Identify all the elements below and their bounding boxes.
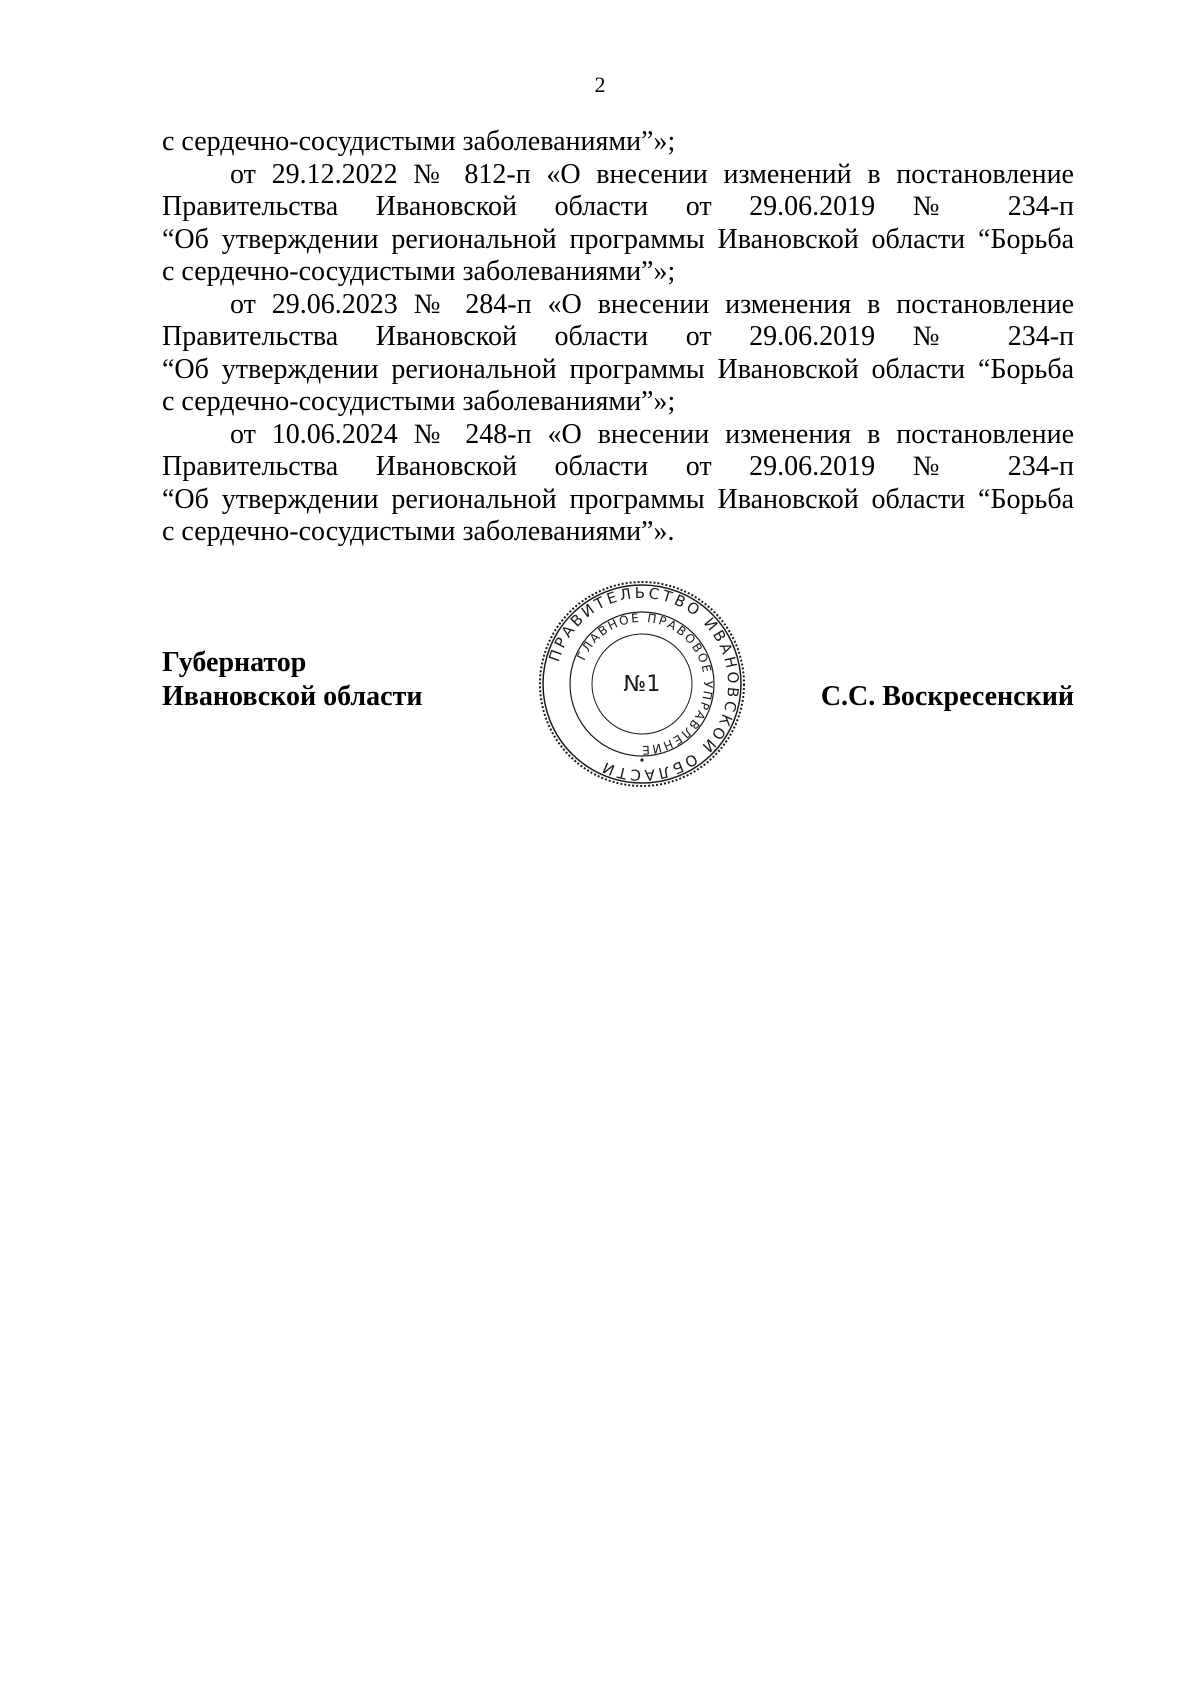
paragraph-line: Правительства Ивановской области от 29.06.2019 № 234-п <box>162 451 1074 482</box>
signature-title <box>162 646 422 714</box>
stamp-dot <box>640 758 643 761</box>
signature-name: С.С. Воскресенский <box>820 681 1074 712</box>
paragraph-line: с сердечно-сосудистыми заболеваниями”»; <box>162 386 676 417</box>
paragraph-line: от 29.06.2023 № 284-п «О внесении изменения в постановление <box>230 288 1074 320</box>
official-stamp <box>536 578 748 790</box>
paragraph-line: Правительства Ивановской области от 29.06.2019 № 234-п <box>162 321 1074 352</box>
paragraph-line: Правительства Ивановской области от 29.06.2019 № 234-п <box>162 191 1074 222</box>
paragraph <box>162 159 1074 289</box>
paragraph <box>162 419 1074 549</box>
paragraph <box>162 126 1074 159</box>
stamp-inner-text: ГЛАВНОЕ ПРАВОВОЕ УПРАВЛЕНИЕ <box>574 610 716 758</box>
paragraph-line: “Об утверждении региональной программы Ивановской области “Борьба <box>162 353 1074 385</box>
paragraph-line: “Об утверждении региональной программы Ивановской области “Борьба <box>162 483 1074 515</box>
paragraph-line: с сердечно-сосудистыми заболеваниями”»; <box>162 126 676 157</box>
paragraph-line: “Об утверждении региональной программы Ивановской области “Борьба <box>162 223 1074 255</box>
stamp-center-number: №1 <box>623 672 661 697</box>
paragraph-line: от 10.06.2024 № 248-п «О внесении изменения в постановление <box>230 418 1074 450</box>
page-number: 2 <box>594 72 606 97</box>
document-body <box>162 126 1074 549</box>
paragraph-line: с сердечно-сосудистыми заболеваниями”». <box>162 516 675 547</box>
paragraph <box>162 289 1074 419</box>
paragraph-line: от 29.12.2022 № 812-п «О внесении изменений в постановление <box>230 158 1074 190</box>
paragraph-line: с сердечно-сосудистыми заболеваниями”»; <box>162 256 676 287</box>
signature-title-line1: Губернатор <box>162 647 307 678</box>
signature-title-line2: Ивановской области <box>162 681 423 712</box>
stamp-outer-text: ПРАВИТЕЛЬСТВО ИВАНОВСКОЙ ОБЛАСТИ <box>545 583 743 785</box>
